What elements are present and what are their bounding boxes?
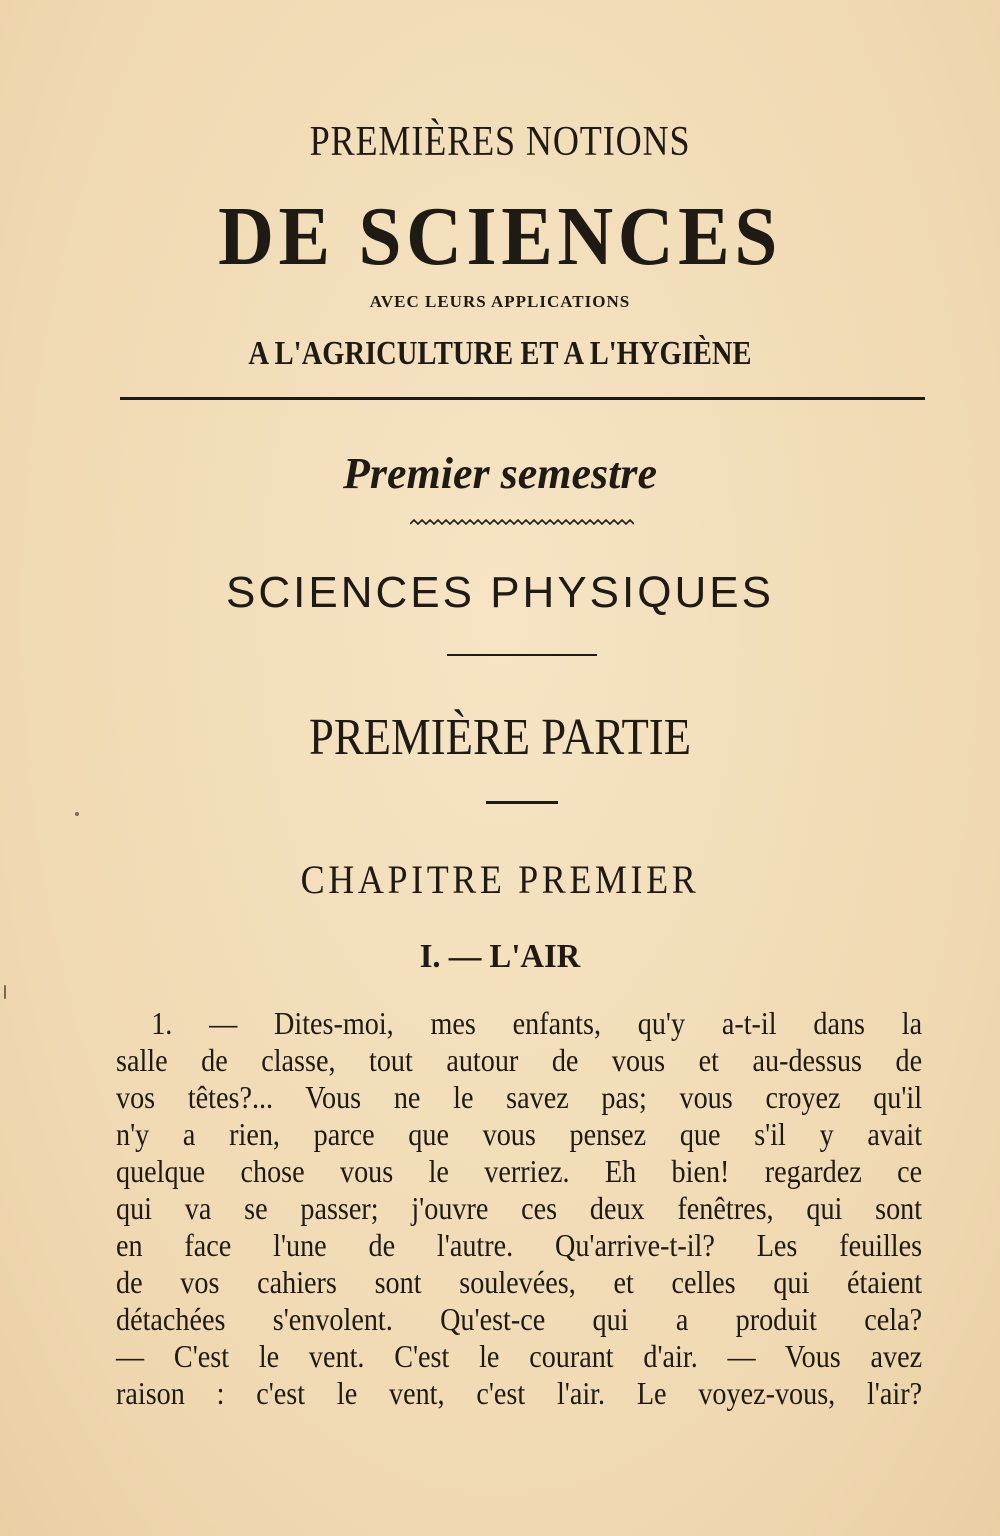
semester-heading: Premier semestre bbox=[342, 449, 658, 498]
subtitle: A L'AGRICULTURE ET A L'HYGIÈNE bbox=[248, 335, 752, 372]
paper-speck bbox=[75, 812, 79, 816]
text-line: en face l'une de l'autre. Qu'arrive-t-il? Les feuilles bbox=[116, 1227, 923, 1263]
divider-short bbox=[447, 654, 597, 656]
paper-speck bbox=[4, 985, 6, 999]
body-paragraph bbox=[116, 1005, 922, 1412]
section-heading: I. — L'AIR bbox=[419, 938, 581, 975]
text-line: raison : c'est le vent, c'est l'air. Le voyez-vous, l'air? bbox=[116, 1375, 923, 1411]
text-line: détachées s'envolent. Qu'est-ce qui a produit cela? bbox=[116, 1301, 923, 1337]
subject-heading: SCIENCES PHYSIQUES bbox=[226, 568, 774, 617]
chapter-heading: CHAPITRE PREMIER bbox=[300, 857, 700, 902]
subtitle-small: AVEC LEURS APPLICATIONS bbox=[369, 292, 631, 311]
text-line: quelque chose vous le verriez. Eh bien! regardez ce bbox=[116, 1153, 923, 1189]
text-line: salle de classe, tout autour de vous et au-dessus de bbox=[116, 1042, 923, 1078]
text-line: n'y a rien, parce que vous pensez que s'il y avait bbox=[116, 1116, 923, 1152]
text-line: vos têtes?... Vous ne le savez pas; vous croyez qu'il bbox=[116, 1079, 923, 1115]
divider-short bbox=[486, 801, 558, 804]
text-line: — C'est le vent. C'est le courant d'air. — Vous avez bbox=[116, 1338, 923, 1374]
title-main: DE SCIENCES bbox=[218, 190, 782, 283]
part-heading: PREMIÈRE PARTIE bbox=[308, 709, 692, 766]
divider-long bbox=[120, 397, 925, 400]
text-line: de vos cahiers sont soulevées, et celles qui étaient bbox=[116, 1264, 923, 1300]
wavy-divider bbox=[410, 518, 634, 530]
title-top: PREMIÈRES NOTIONS bbox=[309, 119, 691, 165]
text-line: 1. — Dites-moi, mes enfants, qu'y a-t-il dans la bbox=[151, 1005, 923, 1041]
text-line: qui va se passer; j'ouvre ces deux fenêtres, qui sont bbox=[116, 1190, 923, 1226]
